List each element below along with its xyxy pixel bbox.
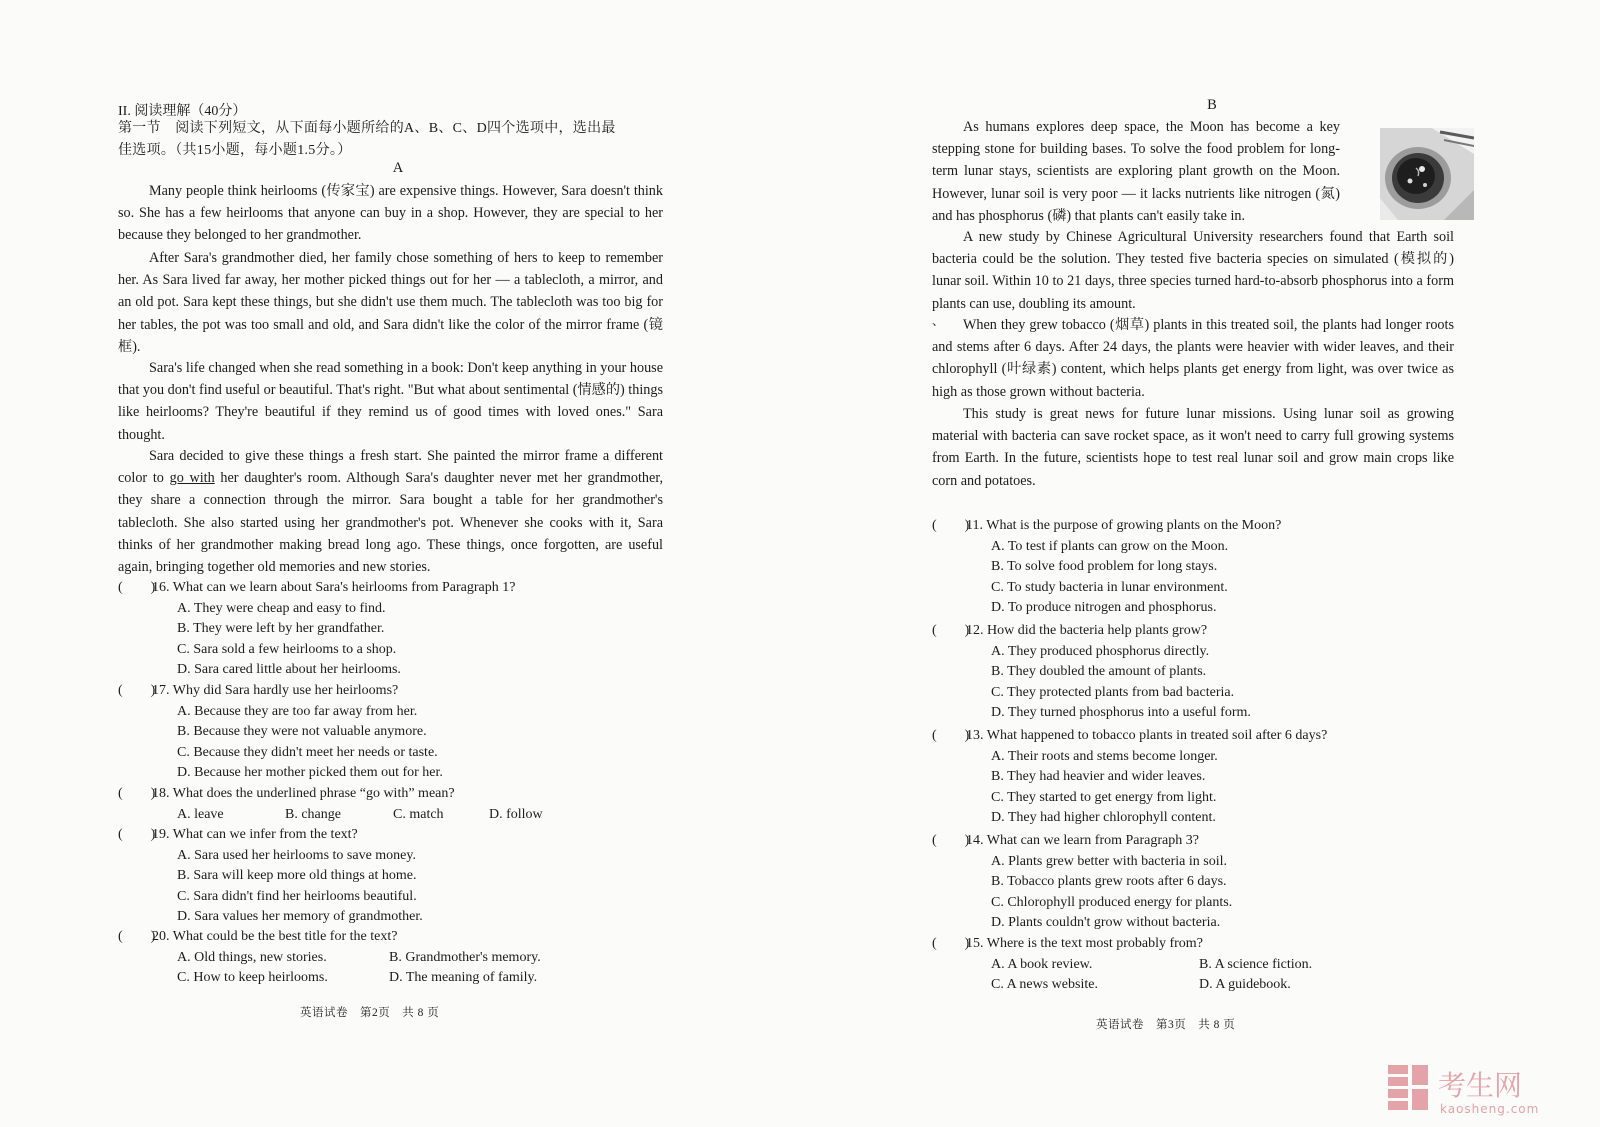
option-b: B. They had heavier and wider leaves. (991, 769, 1206, 785)
watermark-icon (1386, 1061, 1576, 1119)
watermark-url: kaosheng.com (1440, 1102, 1540, 1116)
option-d: D. A guidebook. (1199, 977, 1291, 993)
answer-blank[interactable]: ( ) (932, 623, 970, 638)
passage-b-paragraph-4: This study is great news for future lunar missions. Using lunar soil as growing material with bacteria can save rocket space, as it won't need to carry full growing systems from Earth. In the future, scientists hope to test real lunar soil and grow main crops like corn and potatoes. (932, 406, 1454, 489)
passage-a-paragraph-3: Sara's life changed when she read something in a book: Don't keep anything in your house that you don't find useful or beautiful. That's right. "But what about sentimental (情感的) things like heirlooms? They're beautiful if they remind us of good times with loved ones." Sara thought. (118, 360, 663, 443)
question-stem: 17. Why did Sara hardly use her heirlooms? (152, 683, 399, 698)
question-16 (118, 578, 515, 681)
option-d: D. Because her mother picked them out for her. (177, 765, 443, 781)
section-title: II. 阅读理解（40分） (118, 104, 247, 119)
instr-line-1: 第一节 阅读下列短文，从下面每小题所给的A、B、C、D四个选项中，选出最 (118, 121, 616, 136)
question-stem: 16. What can we learn about Sara's heirlooms from Paragraph 1? (152, 580, 516, 595)
question-13 (932, 726, 1327, 829)
question-17 (118, 681, 443, 784)
answer-blank[interactable]: ( ) (932, 936, 970, 951)
answer-blank[interactable]: ( ) (118, 786, 156, 801)
right-page (932, 0, 1492, 1127)
question-20 (118, 927, 541, 989)
option-d: D. The meaning of family. (389, 970, 538, 986)
option-b: B. They were left by her grandfather. (177, 621, 385, 637)
question-19 (118, 825, 423, 928)
petri-dish-icon (1380, 128, 1474, 220)
question-12 (932, 621, 1251, 724)
passage-a-paragraph-4 (118, 445, 663, 578)
option-b: B. change (285, 806, 341, 822)
passage-b-paragraph-2: A new study by Chinese Agricultural University researchers found that Earth soil bacteria could be the solution. They tested five bacteria species on simulated (模拟的) lunar soil. Within 10 to 21 days, three species turned hard-to-absorb phosphorus into a form plants can use, doubling its amount. (932, 229, 1454, 312)
underlined-phrase: go with (169, 470, 215, 487)
instr-line-2: 佳选项。（共15小题，每小题1.5分。） (118, 143, 352, 158)
passage-a-label: A (392, 160, 404, 176)
option-b: B. To solve food problem for long stays. (991, 559, 1218, 575)
option-b: B. Grandmother's memory. (389, 949, 541, 965)
answer-blank[interactable]: ( ) (118, 683, 156, 698)
question-14 (932, 831, 1232, 934)
option-b: B. Because they were not valuable anymore. (177, 724, 427, 740)
question-18 (118, 784, 543, 825)
option-a: A. They were cheap and easy to find. (177, 600, 386, 616)
option-a: A. Because they are too far away from her. (177, 703, 418, 719)
question-stem: 11. What is the purpose of growing plants on the Moon? (966, 518, 1282, 533)
stray-mark: 、 (932, 314, 945, 328)
question-stem: 14. What can we learn from Paragraph 3? (966, 833, 1199, 848)
answer-blank[interactable]: ( ) (118, 827, 156, 842)
paragraph-4-part-1: Sara decided to give these things a fresh start. She painted the mirror frame a different color to (118, 448, 663, 487)
option-d: D. Sara cared little about her heirlooms. (177, 662, 401, 678)
question-11 (932, 516, 1281, 619)
answer-blank[interactable]: ( ) (932, 728, 970, 743)
question-stem: 12. How did the bacteria help plants grow? (966, 623, 1208, 638)
option-c: C. A news website. (991, 977, 1098, 993)
watermark-logo (1386, 1061, 1576, 1119)
page-footer: 英语试卷 第3页 共 8 页 (1096, 1019, 1236, 1031)
watermark-brand: 考生网 (1438, 1069, 1523, 1102)
section-instructions (118, 118, 616, 162)
option-c: C. They started to get energy from light. (991, 789, 1217, 805)
passage-b-paragraph-1: As humans explores deep space, the Moon has become a key stepping stone for building bases. To solve the food problem for long-term lunar stays, scientists are exploring plant growth on the Moon. However, lunar soil is very poor — it lacks nutrients like nitrogen (氮) and has phosphorus (磷) that plants can't easily take in. (932, 119, 1340, 224)
answer-blank[interactable]: ( ) (932, 518, 970, 533)
option-b: B. They doubled the amount of plants. (991, 664, 1207, 680)
option-d: D. They had higher chlorophyll content. (991, 810, 1216, 826)
question-stem: 20. What could be the best title for the text? (152, 929, 398, 944)
option-a: A. To test if plants can grow on the Moon. (991, 538, 1229, 554)
option-a: A. Their roots and stems become longer. (991, 748, 1218, 764)
passage-a-paragraph-2: After Sara's grandmother died, her family chose something of hers to keep to remember her. As Sara lived far away, her mother picked things out for her — a tablecloth, a mirror, and an old pot. Sara kept these things, but she didn't use them much. The tablecloth was too big for her tables, the pot was too small and old, and Sara didn't like the color of the mirror frame (镜框). (118, 250, 663, 355)
option-d: D. Plants couldn't grow without bacteria. (991, 915, 1221, 931)
option-d: D. They turned phosphorus into a useful form. (991, 705, 1251, 721)
passage-b-label: B (1207, 97, 1217, 113)
option-b: B. A science fiction. (1199, 956, 1313, 972)
option-c: C. They protected plants from bad bacteria. (991, 684, 1235, 700)
question-stem: 19. What can we infer from the text? (152, 827, 358, 842)
option-b: B. Sara will keep more old things at home. (177, 868, 417, 884)
left-page (118, 0, 678, 1127)
question-stem: 18. What does the underlined phrase “go with” mean? (152, 786, 455, 801)
option-c: C. How to keep heirlooms. (177, 970, 328, 986)
option-c: C. match (393, 806, 444, 822)
option-d: D. To produce nitrogen and phosphorus. (991, 600, 1217, 616)
question-stem: 15. Where is the text most probably from? (966, 936, 1203, 951)
passage-a-paragraph-1: Many people think heirlooms (传家宝) are expensive things. However, Sara doesn't think so. She has a few heirlooms that anyone can buy in a shop. However, they are special to her because they belonged to her grandmother. (118, 183, 663, 244)
option-a: A. They produced phosphorus directly. (991, 643, 1210, 659)
page-footer: 英语试卷 第2页 共 8 页 (300, 1007, 440, 1019)
option-c: C. To study bacteria in lunar environment. (991, 579, 1228, 595)
option-d: D. Sara values her memory of grandmother. (177, 909, 423, 925)
option-c: C. Chlorophyll produced energy for plants. (991, 894, 1233, 910)
option-a: A. Sara used her heirlooms to save money. (177, 847, 416, 863)
petri-dish-photo (1380, 128, 1474, 220)
option-c: C. Sara didn't find her heirlooms beautiful. (177, 888, 417, 904)
option-d: D. follow (489, 806, 543, 822)
answer-blank[interactable]: ( ) (118, 929, 156, 944)
option-a: A. Old things, new stories. (177, 949, 327, 965)
question-15 (932, 934, 1312, 996)
passage-b-paragraph-3: When they grew tobacco (烟草) plants in this treated soil, the plants had longer roots and stems after 6 days. After 24 days, the plants were heavier with wider leaves, and their chlorophyll (叶绿素) content, which helps plants get energy from light, was over twice as high as those grown without bacteria. (932, 317, 1454, 400)
option-b: B. Tobacco plants grew roots after 6 days. (991, 874, 1227, 890)
option-a: A. Plants grew better with bacteria in soil. (991, 853, 1227, 869)
answer-blank[interactable]: ( ) (118, 580, 156, 595)
option-c: C. Because they didn't meet her needs or taste. (177, 744, 438, 760)
answer-blank[interactable]: ( ) (932, 833, 970, 848)
paragraph-4-part-2: her daughter's room. Although Sara's daughter never met her grandmother, they share a connection through the mirror. Sara bought a table for her grandmother's tablecloth. She also started using her grandmother's pot. Whenever she cooks with it, Sara thinks of her grandmother making bread long ago. These things, once forgotten, are useful again, bringing together old memories and new stories. (118, 470, 664, 576)
question-stem: 13. What happened to tobacco plants in treated soil after 6 days? (966, 728, 1328, 743)
option-c: C. Sara sold a few heirlooms to a shop. (177, 641, 397, 657)
option-a: A. A book review. (991, 956, 1093, 972)
option-a: A. leave (177, 806, 224, 822)
